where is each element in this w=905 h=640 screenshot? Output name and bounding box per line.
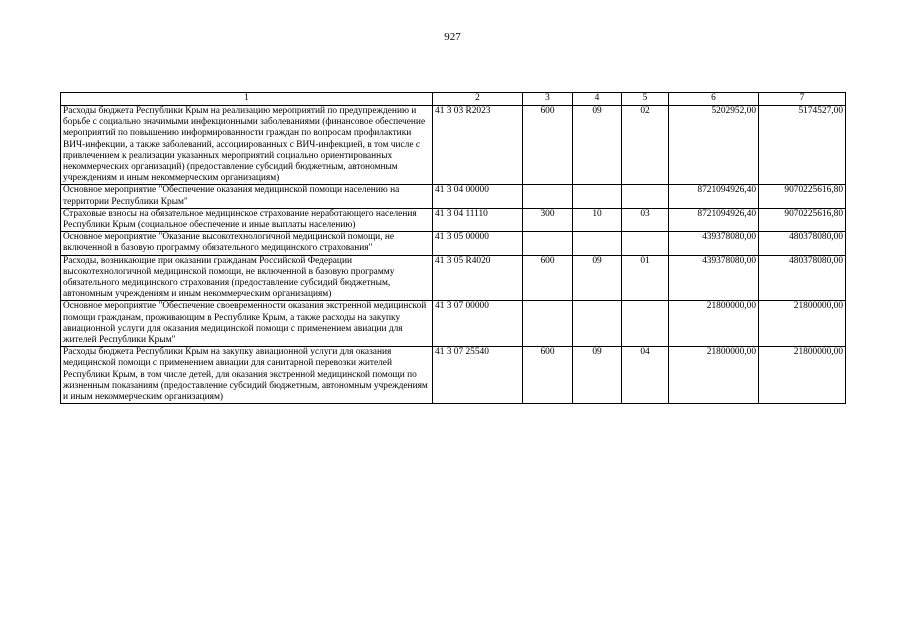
table-row: [61, 185, 846, 208]
row-col3: 600: [523, 347, 573, 404]
row-col3: 300: [523, 208, 573, 231]
row-amount-7: 21800000,00: [759, 347, 846, 404]
row-amount-7: 9070225616,80: [759, 185, 846, 208]
row-amount-7: 5174527,00: [759, 106, 846, 185]
row-code: 41 3 05 R4020: [433, 255, 523, 301]
row-amount-6: 8721094926,40: [669, 208, 759, 231]
row-col4: [573, 185, 622, 208]
row-col3: [523, 185, 573, 208]
row-amount-6: 21800000,00: [669, 301, 759, 347]
row-col4: 09: [573, 255, 622, 301]
column-header: 3: [523, 93, 573, 106]
row-description: Страховые взносы на обязательное медицинское страхование неработающего населения Республики Крым (социальное обеспечение и иные выплаты населению): [61, 208, 433, 231]
row-col5: 01: [622, 255, 669, 301]
row-col5: 02: [622, 106, 669, 185]
row-code: 41 3 07 00000: [433, 301, 523, 347]
row-description: Основное мероприятие "Обеспечение оказания медицинской помощи населению на территории Республики Крым": [61, 185, 433, 208]
row-description: Основное мероприятие "Оказание высокотехнологичной медицинской помощи, не включенной в базовую программу обязательного медицинского страхования": [61, 232, 433, 255]
row-description: Расходы, возникающие при оказании гражданам Российской Федерации высокотехнологичной медицинской помощи, не включенной в базовую программу обязательного медицинского страхования (предоставление субсидий бюджетным, автономным учреждениям и иным некоммерческим организациям): [61, 255, 433, 301]
table-row: [61, 347, 846, 404]
row-col5: [622, 185, 669, 208]
row-col4: [573, 232, 622, 255]
row-col4: 09: [573, 347, 622, 404]
column-header: 5: [622, 93, 669, 106]
row-col3: 600: [523, 255, 573, 301]
row-code: 41 3 04 00000: [433, 185, 523, 208]
row-amount-7: 9070225616,80: [759, 208, 846, 231]
table-row: [61, 106, 846, 185]
column-header: 4: [573, 93, 622, 106]
header-row: [61, 93, 846, 106]
page-number: 927: [444, 31, 461, 43]
table-row: [61, 255, 846, 301]
table-row: [61, 232, 846, 255]
row-col4: 09: [573, 106, 622, 185]
table-row: [61, 208, 846, 231]
row-col3: [523, 301, 573, 347]
column-header: 2: [433, 93, 523, 106]
row-code: 41 3 05 00000: [433, 232, 523, 255]
row-col5: [622, 301, 669, 347]
row-amount-6: 439378080,00: [669, 255, 759, 301]
row-col5: [622, 232, 669, 255]
row-col3: [523, 232, 573, 255]
row-col3: 600: [523, 106, 573, 185]
row-amount-7: 21800000,00: [759, 301, 846, 347]
row-col4: [573, 301, 622, 347]
row-amount-7: 480378080,00: [759, 255, 846, 301]
column-header: 7: [759, 93, 846, 106]
column-header: 6: [669, 93, 759, 106]
row-amount-6: 8721094926,40: [669, 185, 759, 208]
row-col5: 04: [622, 347, 669, 404]
row-description: Расходы бюджета Республики Крым на закупку авиационной услуги для оказания медицинской помощи с применением авиации для санитарной перевозки жителей Республики Крым, в том числе детей, для оказания экстренной медицинской помощи по жизненным показаниям (предоставление субсидий бюджетным, автономным учреждениям и иным некоммерческим организациям): [61, 347, 433, 404]
row-amount-7: 480378080,00: [759, 232, 846, 255]
table-row: [61, 301, 846, 347]
column-header: 1: [61, 93, 433, 106]
row-code: 41 3 04 11110: [433, 208, 523, 231]
row-amount-6: 5202952,00: [669, 106, 759, 185]
row-code: 41 3 03 R2023: [433, 106, 523, 185]
row-amount-6: 21800000,00: [669, 347, 759, 404]
row-col5: 03: [622, 208, 669, 231]
row-code: 41 3 07 25540: [433, 347, 523, 404]
row-description: Расходы бюджета Республики Крым на реализацию мероприятий по предупреждению и борьбе с социально значимыми инфекционными заболеваниями (финансовое обеспечение мероприятий по повышению информированности граждан по вопросам профилактики ВИЧ-инфекции, а также заболеваний, ассоциированных с ВИЧ-инфекцией, в том числе с привлечением к реализации указанных мероприятий социально ориентированных некоммерческих организаций) (предоставление субсидий бюджетным, автономным учреждениям и иным некоммерческим организациям): [61, 106, 433, 185]
row-description: Основное мероприятие "Обеспечение своевременности оказания экстренной медицинской помощи гражданам, проживающим в Республике Крым, а также расходы на закупку авиационной услуги для оказания медицинской помощи с применением авиации для жителей Республики Крым": [61, 301, 433, 347]
row-col4: 10: [573, 208, 622, 231]
row-amount-6: 439378080,00: [669, 232, 759, 255]
budget-table: [60, 92, 846, 404]
